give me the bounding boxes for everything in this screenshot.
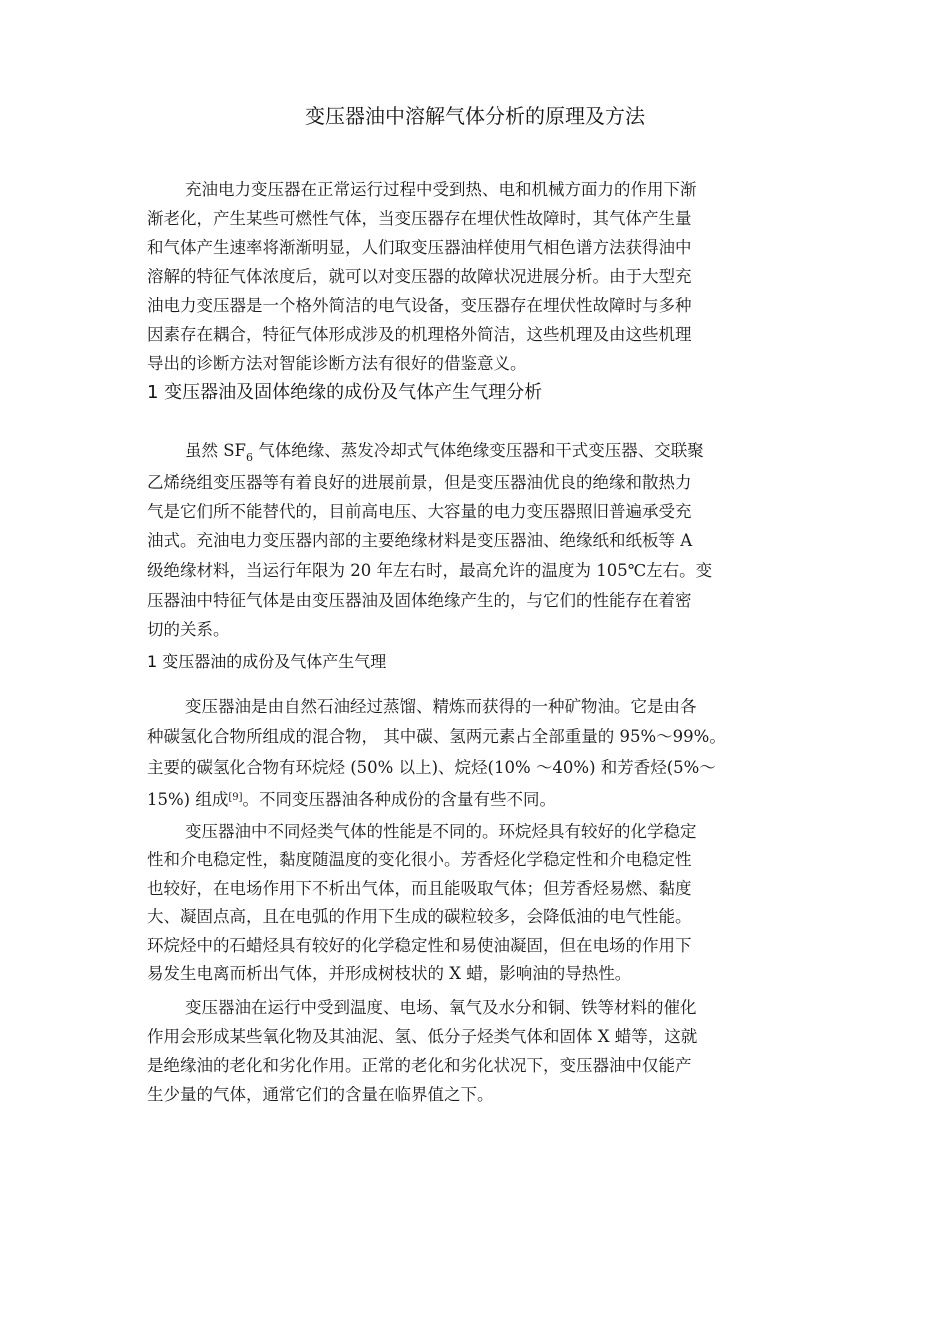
paragraph-line: 易发生电离而析出气体，并形成树枝状的 X 蜡，影响油的导热性。 <box>147 964 632 983</box>
paragraph-line: 大、凝固点高，且在电弧的作用下生成的碳粒较多，会降低油的电气性能。 <box>147 907 692 926</box>
paragraph-line: 生少量的气体，通常它们的含量在临界值之下。 <box>147 1085 494 1104</box>
text-run: 气体绝缘、蒸发冷却式气体绝缘变压器和干式变压器、交联聚 <box>253 441 704 460</box>
paragraph-line: 主要的碳氢化合物有环烷烃 (50% 以上)、烷烃(10% ～40%) 和芳香烃(5%～ <box>147 758 716 777</box>
paragraph-line: 切的关系。 <box>147 620 230 639</box>
paragraph-line: 种碳氢化合物所组成的混合物， 其中碳、氢两元素占全部重量的 95%～99%。 <box>147 727 726 746</box>
paragraph-line: 性和介电稳定性，黏度随温度的变化很小。芳香烃化学稳定性和介电稳定性 <box>147 850 692 869</box>
paragraph-line: 作用会形成某些氧化物及其油泥、氢、低分子烃类气体和固体 X 蜡等，这就 <box>147 1027 698 1046</box>
page-title: 变压器油中溶解气体分析的原理及方法 <box>305 104 645 128</box>
paragraph-line: 变压器油中不同烃类气体的性能是不同的。环烷烃具有较好的化学稳定 <box>185 822 697 841</box>
paragraph-line: 变压器油是由自然石油经过蒸馏、精炼而获得的一种矿物油。它是由各 <box>185 697 697 716</box>
paragraph-line: 油电力变压器是一个格外简洁的电气设备，变压器存在埋伏性故障时与多种 <box>147 296 692 315</box>
section-heading: 1 变压器油及固体绝缘的成份及气体产生气理分析 <box>147 382 543 403</box>
text-run: 。不同变压器油各种成份的含量有些不同。 <box>242 790 557 809</box>
paragraph-line: 变压器油在运行中受到温度、电场、氧气及水分和铜、铁等材料的催化 <box>185 998 697 1017</box>
text-run: 虽然 SF <box>185 441 246 460</box>
subscript: 6 <box>246 451 253 464</box>
paragraph-line: 级绝缘材料，当运行年限为 20 年左右时，最高允许的温度为 105℃左右。变 <box>147 561 713 580</box>
paragraph-line: 也较好，在电场作用下不析出气体，而且能吸取气体；但芳香烃易燃、黏度 <box>147 879 692 898</box>
text-run: 15%) 组成 <box>147 790 229 809</box>
paragraph-line: 是绝缘油的老化和劣化作用。正常的老化和劣化状况下，变压器油中仅能产 <box>147 1056 692 1075</box>
subsection-heading: 1 变压器油的成份及气体产生气理 <box>147 652 387 671</box>
paragraph-line: 溶解的特征气体浓度后，就可以对变压器的故障状况进展分析。由于大型充 <box>147 267 692 286</box>
paragraph-line <box>185 437 704 472</box>
paragraph-line: 和气体产生速率将渐渐明显，人们取变压器油样使用气相色谱方法获得油中 <box>147 238 692 257</box>
paragraph-line: 因素存在耦合，特征气体形成涉及的机理格外简洁，这些机理及由这些机理 <box>147 325 692 344</box>
paragraph-line: 油式。充油电力变压器内部的主要绝缘材料是变压器油、绝缘纸和纸板等 A <box>147 531 693 550</box>
paragraph-line: 气是它们所不能替代的，目前高电压、大容量的电力变压器照旧普遍承受充 <box>147 502 692 521</box>
paragraph-line <box>147 784 556 814</box>
citation-ref: [9] <box>228 792 243 803</box>
paragraph-line: 充油电力变压器在正常运行过程中受到热、电和机械方面力的作用下渐 <box>185 180 697 199</box>
paragraph-line: 渐老化，产生某些可燃性气体，当变压器存在埋伏性故障时，其气体产生量 <box>147 209 692 228</box>
paragraph-line: 乙烯绕组变压器等有着良好的进展前景，但是变压器油优良的绝缘和散热力 <box>147 473 692 492</box>
paragraph-line: 环烷烃中的石蜡烃具有较好的化学稳定性和易使油凝固，但在电场的作用下 <box>147 936 692 955</box>
paragraph-line: 压器油中特征气体是由变压器油及固体绝缘产生的，与它们的性能存在着密 <box>147 591 692 610</box>
paragraph-line: 导出的诊断方法对智能诊断方法有很好的借鉴意义。 <box>147 354 527 373</box>
